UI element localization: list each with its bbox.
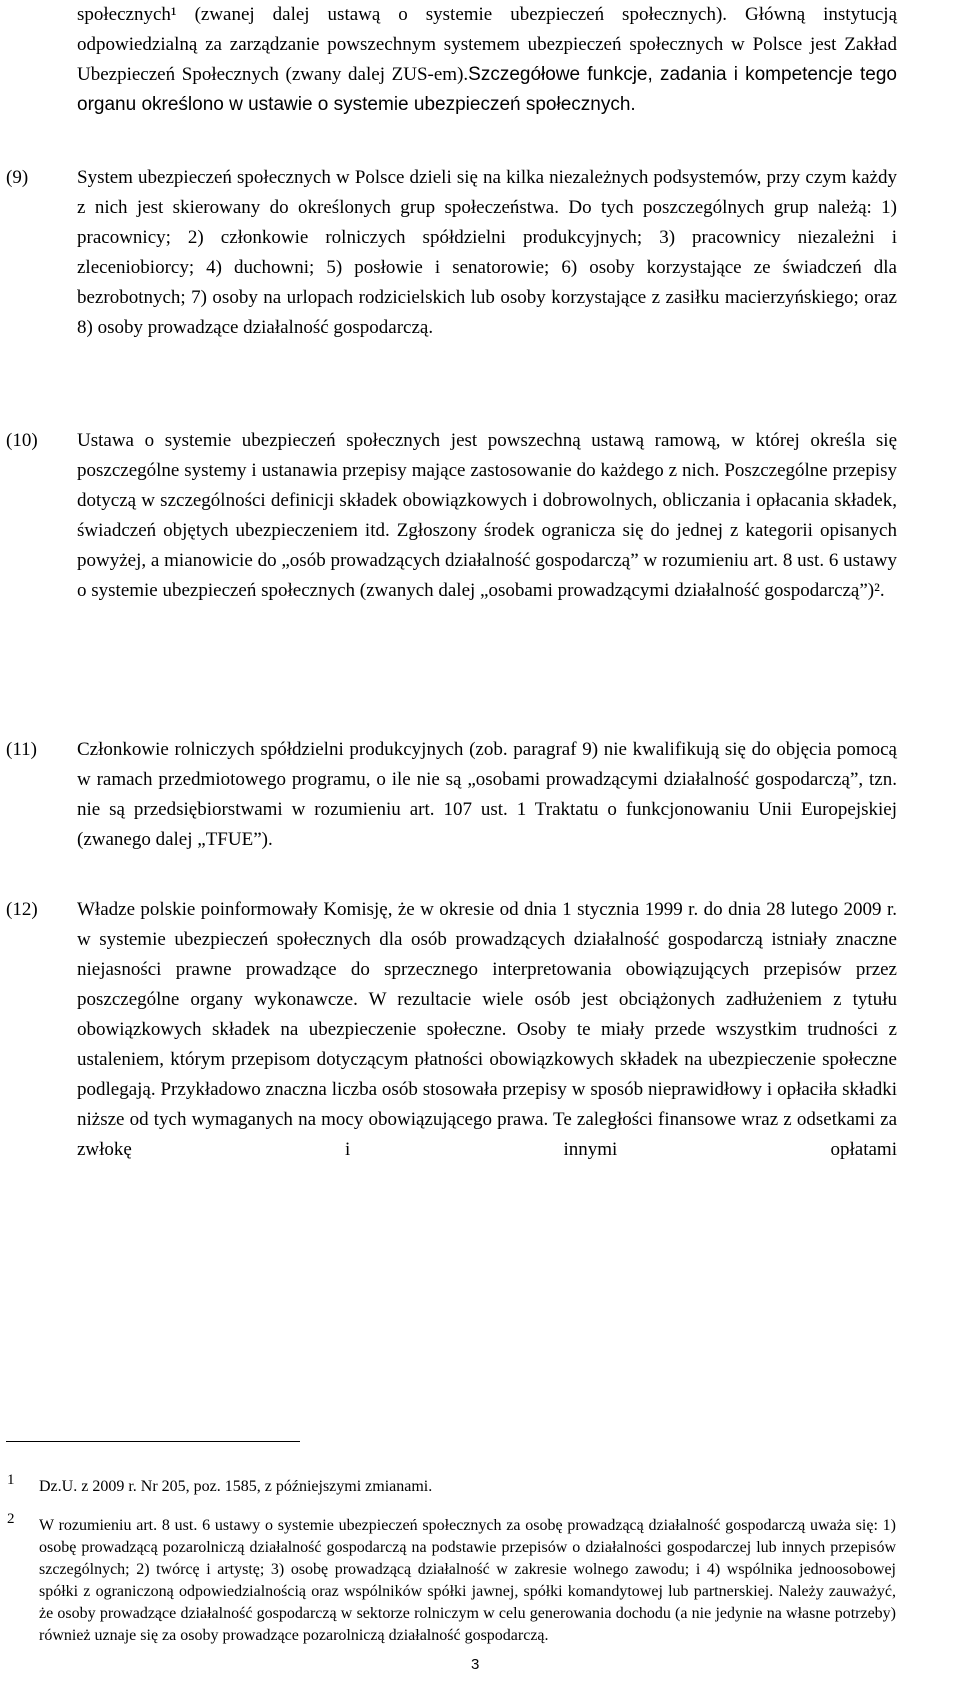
footnote-text: Dz.U. z 2009 r. Nr 205, poz. 1585, z późniejszymi zmianami. bbox=[39, 1478, 433, 1495]
paragraph-number: (9) bbox=[6, 167, 29, 188]
footnote-text: W rozumieniu art. 8 ust. 6 ustawy o systemie ubezpieczeń społecznych za osobę prowadzącą działalność gospodarczą uważa się: 1) osobę prowadzącą pozarolniczą działalność gospodarczą na podstawie przepisów o działalności gospodarczej lub innych przepisów szczególnych; 2) twórcę i artystę; 3) osobę prowadzącą działalność w zakresie wolnego zawodu; i 4) wspólnika jednoosobowej spółki z ograniczoną odpowiedzialnością oraz wspólników spółki jawnej, spółki komandytowej lub partnerskiej. Należy zauważyć, że osoby prowadzące działalność gospodarczą w sektorze rolniczym w celu generowania dochodu (a nie jedynie na własne potrzeby) również uznaje się za osoby prowadzące pozarolniczą działalność gospodarczą. bbox=[39, 1517, 896, 1644]
paragraph-number: (11) bbox=[6, 739, 37, 760]
footnote-mark: 2 bbox=[7, 1511, 15, 1527]
paragraph-number: (12) bbox=[6, 899, 38, 920]
intro-serif-text: społecznych¹ (zwanej dalej ustawą o systemie ubezpieczeń społecznych). Główną instytucją odpowiedzialną za zarządzanie powszechnym systemem ubezpieczeń społecznych w Polsce jest Zakład Ubezpieczeń Społecznych (zwany dalej ZUS-em). bbox=[77, 4, 897, 85]
paragraph-text: Członkowie rolniczych spółdzielni produkcyjnych (zob. paragraf 9) nie kwalifikują się do objęcia pomocą w ramach przedmiotowego programu, o ile nie są „osobami prowadzącymi działalność gospodarczą”, tzn. nie są przedsiębiorstwami w rozumieniu art. 107 ust. 1 Traktatu o funkcjonowaniu Unii Europejskiej (zwanego dalej „TFUE”). bbox=[77, 739, 897, 850]
intro-paragraph bbox=[77, 0, 897, 120]
paragraph-text: Władze polskie poinformowały Komisję, że w okresie od dnia 1 stycznia 1999 r. do dnia 28 lutego 2009 r. w systemie ubezpieczeń społecznych dla osób prowadzących działalność gospodarczą istniały znaczne niejasności prawne prowadzące do sprzecznego interpretowania obowiązujących przepisów przez poszczególne organy wykonawcze. W rezultacie wiele osób jest obciążonych zadłużeniem z tytułu obowiązkowych składek na ubezpieczenie społeczne. Osoby te miały przede wszystkim trudności z ustaleniem, którym przepisom dotyczącym płatności obowiązkowych składek na ubezpieczenie społeczne podlegają. Przykładowo znaczna liczba osób stosowała przepisy w sposób nieprawidłowy i opłaciła składki niższe od tych wymaganych na mocy obowiązującego prawa. Te zaległości finansowe wraz z odsetkami za zwłokę i innymi opłatami bbox=[77, 899, 897, 1160]
footnote-separator bbox=[6, 1441, 300, 1442]
paragraph-text: Ustawa o systemie ubezpieczeń społecznych jest powszechną ustawą ramową, w której określa się poszczególne systemy i ustanawia przepisy mające zastosowanie do każdego z nich. Poszczególne przepisy dotyczą w szczególności definicji składek obowiązkowych i dobrowolnych, obliczania i opłacania składek, świadczeń objętych ubezpieczeniem itd. Zgłoszony środek ogranicza się do jednej z kategorii opisanych powyżej, a mianowicie do „osób prowadzących działalność gospodarczą” w rozumieniu art. 8 ust. 6 ustawy o systemie ubezpieczeń społecznych (zwanych dalej „osobami prowadzącymi działalność gospodarczą”)². bbox=[77, 430, 897, 601]
intro-sans-text: Szczegółowe funkcje, zadania i kompetencje tego organu określono w ustawie o systemie ubezpieczeń społecznych. bbox=[77, 64, 897, 115]
footnote-mark: 1 bbox=[7, 1472, 15, 1488]
paragraph-text: System ubezpieczeń społecznych w Polsce dzieli się na kilka niezależnych podsystemów, przy czym każdy z nich jest skierowany do określonych grup społeczeństwa. Do tych poszczególnych grup należą: 1) pracownicy; 2) członkowie rolniczych spółdzielni produkcyjnych; 3) pracownicy niezależni i zleceniobiorcy; 4) duchowni; 5) posłowie i senatorowie; 6) osoby korzystające ze świadczeń dla bezrobotnych; 7) osoby na urlopach rodzicielskich lub osoby korzystające z zasiłku macierzyńskiego; oraz 8) osoby prowadzące działalność gospodarczą. bbox=[77, 167, 897, 338]
page-number: 3 bbox=[471, 1656, 480, 1673]
paragraph-number: (10) bbox=[6, 430, 38, 451]
